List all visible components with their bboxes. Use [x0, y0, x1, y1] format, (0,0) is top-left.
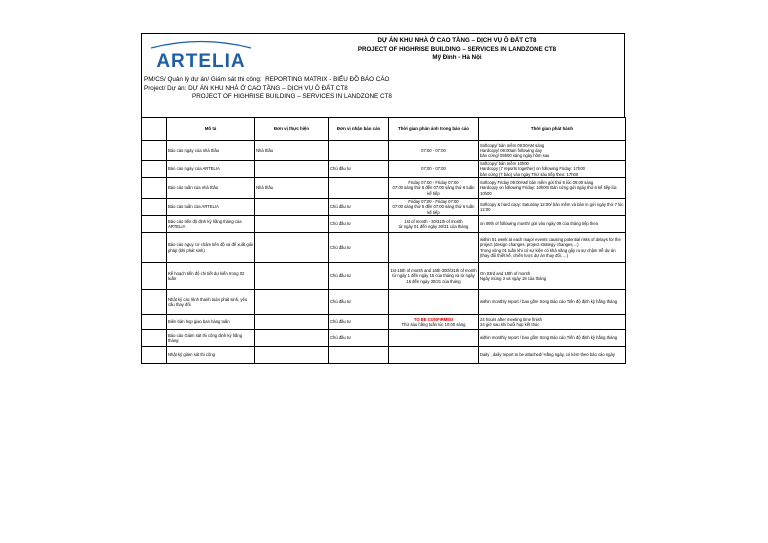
artelia-logo — [147, 39, 255, 71]
title-en: PROJECT OF HIGHRISE BUILDING – SERVICES IN LANDZONE CT8 — [357, 45, 557, 53]
cell-line: Daily , daily report to be attached/ Hằng ngày, có kèm theo báo cáo ngày — [480, 352, 615, 358]
project-title — [292, 37, 622, 63]
performed-by-cell — [255, 199, 329, 216]
row-number-cell — [142, 233, 167, 263]
meta-line-3: PROJECT OF HIGHRISE BUILDING – SERVICES IN LANDZONE CT8 — [192, 93, 392, 101]
period-cell — [389, 161, 479, 178]
description-cell — [167, 161, 255, 178]
recipient-cell — [329, 199, 389, 216]
cell-line: Biên bản họp giao ban hàng tuần — [168, 319, 230, 325]
cell-line: Softcopy/ bản mềm 10h00 — [480, 161, 529, 167]
cell-line: within monthly report / bao gồm trong Báo cáo Tiến độ định kỳ hằng tháng — [480, 299, 618, 305]
cell-line: Hardcopy/ 09:00am following day — [480, 147, 542, 153]
recipient-cell — [329, 290, 389, 315]
recipient-cell — [329, 347, 389, 364]
issue-time-cell — [479, 263, 626, 290]
row-number-cell — [142, 178, 167, 199]
cell-line: Hardcopy on following Friday: 10h00/ Bản cứng gửi ngày thứ 6 kế tiếp lúc 10h00 — [480, 185, 617, 196]
issue-time-cell — [479, 233, 626, 263]
row-number-cell — [142, 330, 167, 347]
cell-line: Softcopy/ bản mềm 09:00AM sáng — [480, 142, 545, 148]
description-cell — [167, 178, 255, 199]
cell-line: Softcopy Friday 09:00AM/ bản mềm gửi thứ 6 lúc 09.00 sáng — [480, 180, 594, 186]
report-sheet — [141, 33, 625, 364]
table-header-row — [142, 118, 626, 141]
description-cell — [167, 315, 255, 330]
cell-line: Nhà thầu — [256, 185, 273, 191]
meta-line-1-prefix: PM/CS/ Quản lý dự án/ Giám sát thi công: — [144, 76, 262, 83]
cell-line: Nhật ký giám sát thi công — [168, 352, 216, 358]
row-number-cell — [142, 161, 167, 178]
table-row — [142, 161, 626, 178]
period-cell — [389, 216, 479, 233]
column-header — [142, 118, 167, 141]
cell-line: Chủ đầu tư — [330, 204, 351, 210]
performed-by-cell — [255, 178, 329, 199]
table-row — [142, 290, 626, 315]
table-row — [142, 315, 626, 330]
cell-line: 1st of month - 30/31th of month — [404, 218, 463, 224]
period-cell — [389, 290, 479, 315]
recipient-cell — [329, 315, 389, 330]
table-row — [142, 141, 626, 161]
recipient-cell — [329, 263, 389, 290]
cell-line: Thứ sáu hằng tuần lúc 10:00 sáng — [401, 322, 466, 327]
row-number-cell — [142, 263, 167, 290]
meta-line-1-value: REPORTING MATRIX - BIỂU ĐỒ BÁO CÁO — [265, 76, 390, 83]
description-cell — [167, 216, 255, 233]
period-cell — [389, 330, 479, 347]
reporting-matrix-table — [141, 117, 626, 364]
row-number-cell — [142, 216, 167, 233]
issue-time-cell — [479, 290, 626, 315]
table-row — [142, 216, 626, 233]
performed-by-cell — [255, 330, 329, 347]
cell-line: 07:00 sáng thứ 6 đến 07:00 sáng thứ 6 tuần kế tiếp — [392, 185, 475, 196]
cell-line: Softcopy & hard copy: Saturday 12:00/ bản mềm và bản in gửi ngày thứ 7 lúc 12:00 — [480, 201, 624, 212]
cell-line: On 03rd and 18th of month — [480, 270, 531, 276]
issue-time-cell — [479, 315, 626, 330]
performed-by-cell — [255, 290, 329, 315]
cell-line: Báo cáo nguy cơ chậm tiến độ và đề xuất giải pháp (khi phát sinh) — [168, 242, 253, 253]
column-header: Thời gian phản ánh trong báo cáo — [389, 118, 479, 141]
cell-line: 07:00 - 07:00 — [421, 166, 446, 172]
meta-line-2: Project/ Dự án: DỰ ÁN KHU NHÀ Ở CAO TẦNG – DỊCH VỤ Ô ĐẤT CT8 — [144, 84, 348, 92]
description-cell — [167, 290, 255, 315]
column-header: Đơn vị thực hiện — [255, 118, 329, 141]
cell-line: Hardcopy (7 reports together) on following Friday: 17h00 — [480, 166, 585, 172]
cell-line: Ngày mùng 3 và ngày 18 của tháng — [480, 276, 547, 281]
table-row — [142, 330, 626, 347]
period-cell — [389, 347, 479, 364]
cell-line: within monthly report / bao gồm trong Báo cáo Tiến độ định kỳ hằng tháng — [480, 335, 618, 341]
performed-by-cell — [255, 161, 329, 178]
row-number-cell — [142, 290, 167, 315]
cell-line: 24 giờ sau khi buổi họp kết thúc — [480, 322, 540, 327]
cell-line: Chủ đầu tư — [330, 221, 351, 227]
issue-time-cell — [479, 347, 626, 364]
description-cell — [167, 141, 255, 161]
cell-line: Báo cáo tuần của nhà thầu — [168, 185, 219, 191]
issue-time-cell — [479, 178, 626, 199]
table-row — [142, 199, 626, 216]
issue-time-cell — [479, 199, 626, 216]
cell-line: 07:00 - 07:00 — [421, 147, 446, 153]
performed-by-cell — [255, 216, 329, 233]
column-header: Mô tả — [167, 118, 255, 141]
meta-line-1 — [144, 76, 392, 85]
cell-line: từ ngày 1 đến ngày 15 của tháng và từ ngày 16 đến ngày 30/31 của tháng — [392, 273, 475, 284]
title-vn: DỰ ÁN KHU NHÀ Ở CAO TẦNG – DỊCH VỤ Ô ĐẤT CT8 — [377, 37, 537, 44]
cell-line: Chủ đầu tư — [330, 273, 351, 279]
cell-line: Kế hoạch tiến độ chi tiết dự kiến trong 02 tuần — [168, 270, 245, 281]
cell-line: Chủ đầu tư — [330, 166, 351, 172]
cell-line: within 01 week at each major events causing potential risks of delays for the project (design changes, project strategy changes,...) — [480, 237, 621, 248]
cell-line: Trong vòng 01 tuần khi có sự kiện có khả năng gây ra sự chậm trễ dự án (thay đổi thiết kế, chiến lược dự án thay đổi, ...) — [480, 247, 616, 258]
performed-by-cell — [255, 263, 329, 290]
recipient-cell — [329, 141, 389, 161]
cell-line: Chủ đầu tư — [330, 319, 351, 325]
period-cell — [389, 315, 479, 330]
description-cell — [167, 330, 255, 347]
performed-by-cell — [255, 233, 329, 263]
description-cell — [167, 263, 255, 290]
row-number-cell — [142, 141, 167, 161]
table-row — [142, 178, 626, 199]
table-row — [142, 263, 626, 290]
period-cell — [389, 178, 479, 199]
table-row — [142, 233, 626, 263]
column-header: Thời gian phát hành — [479, 118, 626, 141]
cell-line: Báo cáo Giám sát thi công định kỳ hằng tháng — [168, 332, 243, 343]
issue-time-cell — [479, 330, 626, 347]
cell-line: 1st-15th of month and 16th-30th/31th of month — [390, 268, 477, 274]
table-row — [142, 347, 626, 364]
cell-line: 07:00 sáng thứ 6 đến 07:00 sáng thứ 6 tuần kế tiếp — [392, 204, 475, 215]
cell-line: Báo cáo tiến độ định kỳ hằng tháng của ARTELIA — [168, 218, 242, 229]
period-cell — [389, 141, 479, 161]
tbc-flag: TO BE CONFIRMED — [413, 316, 454, 322]
row-number-cell — [142, 347, 167, 364]
cell-line: Nhà thầu — [256, 147, 273, 153]
cell-line: từ ngày 01 đến ngày 30/31 của tháng — [398, 224, 469, 229]
recipient-cell — [329, 178, 389, 199]
performed-by-cell — [255, 141, 329, 161]
recipient-cell — [329, 216, 389, 233]
cell-line: bản cứng (7 báo) vào ngày Thứ sáu tiếp theo: 17h00 — [480, 171, 579, 177]
artelia-logo-icon — [147, 39, 255, 71]
cell-line: Chủ đầu tư — [330, 244, 351, 250]
sheet-header — [141, 33, 625, 112]
issue-time-cell — [479, 216, 626, 233]
cell-line: Nhật ký các lệnh thanh toán phát sinh, yêu cầu thay đổi — [168, 296, 248, 307]
recipient-cell — [329, 161, 389, 178]
table-body — [142, 141, 626, 364]
cell-line: Báo cáo ngày của nhà thầu — [168, 147, 219, 153]
report-meta — [144, 76, 392, 102]
cell-line: 24 hours after meeting time finish — [480, 316, 542, 322]
cell-line: Báo cáo tuần của ARTELIA — [168, 204, 219, 210]
recipient-cell — [329, 330, 389, 347]
performed-by-cell — [255, 315, 329, 330]
svg-text:ARTELIA: ARTELIA — [156, 51, 246, 71]
cell-line: on 09th of following month/ gửi vào ngày 09 của tháng tiếp theo — [480, 221, 599, 227]
cell-line: Friday 07:00 - Friday 07:00 — [408, 199, 459, 205]
row-number-cell — [142, 199, 167, 216]
period-cell — [389, 263, 479, 290]
column-header: Đơn vị nhận báo cáo — [329, 118, 389, 141]
description-cell — [167, 199, 255, 216]
cell-line: Chủ đầu tư — [330, 299, 351, 305]
issue-time-cell — [479, 141, 626, 161]
performed-by-cell — [255, 347, 329, 364]
location: Mỹ Đình - Hà Nội — [432, 54, 482, 62]
description-cell — [167, 347, 255, 364]
cell-line: bản cứng/ 09h00 sáng ngày hôm sau — [480, 153, 550, 159]
cell-line: Friday 07:00 - Friday 07:00 — [408, 180, 459, 186]
row-number-cell — [142, 315, 167, 330]
period-cell — [389, 233, 479, 263]
cell-line: Chủ đầu tư — [330, 335, 351, 341]
issue-time-cell — [479, 161, 626, 178]
period-cell — [389, 199, 479, 216]
recipient-cell — [329, 233, 389, 263]
cell-line: Báo cáo ngày của ARTELIA — [168, 166, 220, 172]
description-cell — [167, 233, 255, 263]
